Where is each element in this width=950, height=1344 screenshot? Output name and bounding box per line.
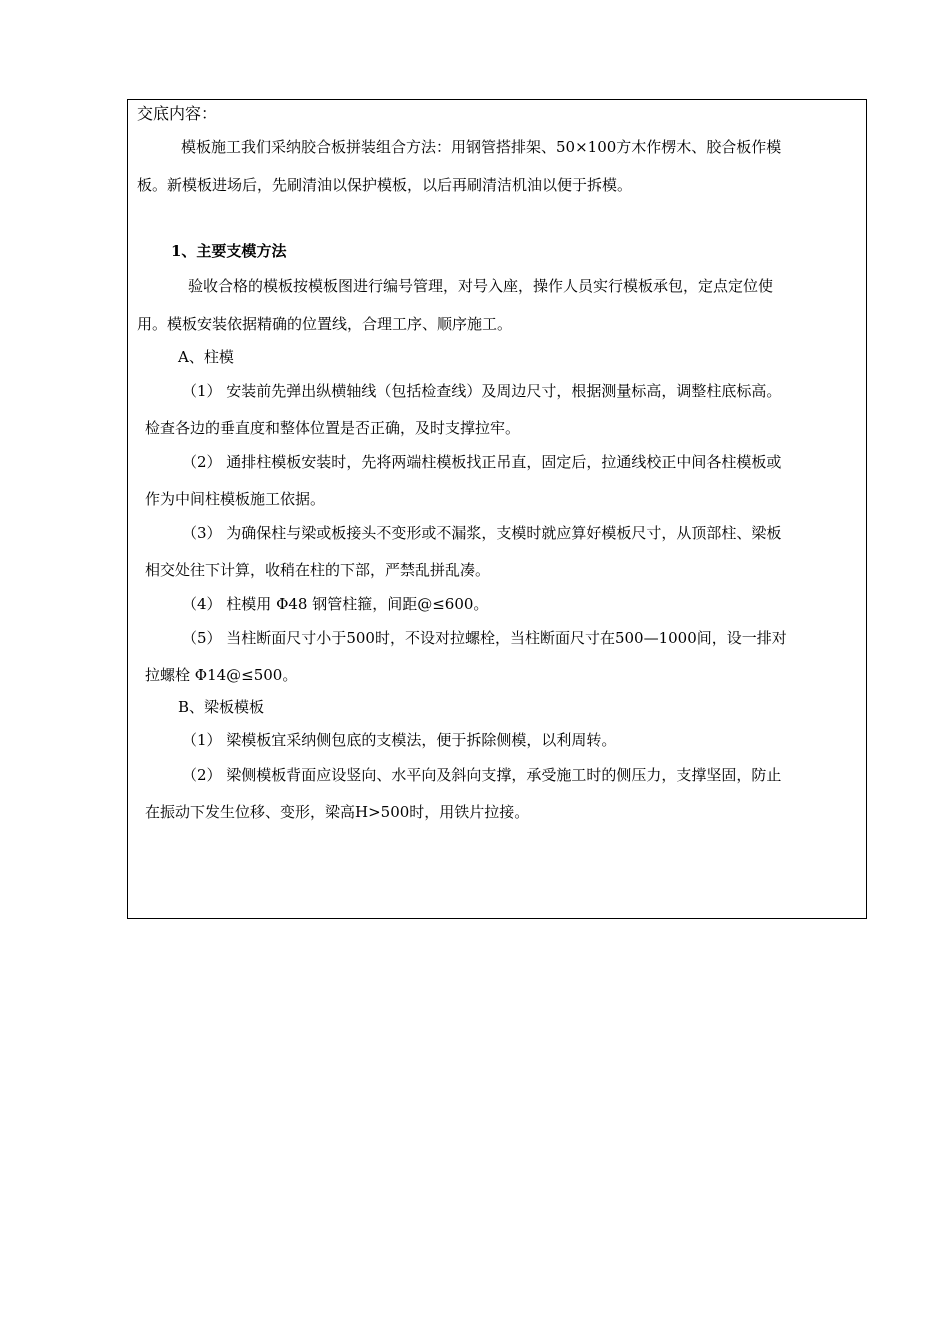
- intro-line-2: 板。新模板进场后，先刷清油以保护模板，以后再刷清洁机油以便于拆模。: [137, 176, 633, 194]
- column-item-5-line-2: 拉螺栓 Φ14@≤500。: [145, 666, 298, 684]
- content-table-frame: [127, 99, 867, 919]
- column-item-3-line-1: （3） 为确保柱与梁或板接头不变形或不漏浆，支模时就应算好模板尺寸，从顶部柱、梁板: [182, 524, 782, 542]
- column-item-1-line-2: 检查各边的垂直度和整体位置是否正确，及时支撑拉牢。: [145, 419, 521, 437]
- intro-line-1: 模板施工我们采纳胶合板拼装组合方法：用钢管搭排架、50×100方木作楞木、胶合板作模: [181, 138, 782, 156]
- beam-item-2-line-2: 在振动下发生位移、变形，梁高H>500时，用铁片拉接。: [145, 803, 530, 821]
- beam-item-1-line-1: （1） 梁模板宜采纳侧包底的支模法，便于拆除侧模，以利周转。: [182, 731, 617, 749]
- column-item-5-line-1: （5） 当柱断面尺寸小于500时，不设对拉螺栓，当柱断面尺寸在500—1000间，设一排对: [182, 629, 787, 647]
- section-1-title: 1、主要支模方法: [171, 242, 287, 260]
- column-item-3-line-2: 相交处往下计算，收稍在柱的下部，严禁乱拼乱凑。: [145, 561, 491, 579]
- column-item-4-line-1: （4） 柱模用 Φ48 钢管柱箍，间距@≤600。: [182, 595, 489, 613]
- section-1-para-line-2: 用。模板安装依据精确的位置线，合理工序、顺序施工。: [137, 315, 513, 333]
- column-item-2-line-2: 作为中间柱模板施工依据。: [145, 490, 326, 508]
- beam-formwork-title: B、梁板模板: [178, 698, 265, 716]
- header-label: 交底内容：: [137, 104, 218, 123]
- beam-item-2-line-1: （2） 梁侧模板背面应设竖向、水平向及斜向支撑，承受施工时的侧压力，支撑坚固，防止: [182, 766, 782, 784]
- column-formwork-title: A、柱模: [178, 348, 234, 366]
- column-item-2-line-1: （2） 通排柱模板安装时，先将两端柱模板找正吊直，固定后，拉通线校正中间各柱模板或: [182, 453, 782, 471]
- column-item-1-line-1: （1） 安装前先弹出纵横轴线（包括检查线）及周边尺寸，根据测量标高，调整柱底标高。: [182, 382, 782, 400]
- section-1-para-line-1: 验收合格的模板按模板图进行编号管理，对号入座，操作人员实行模板承包，定点定位使: [188, 277, 774, 295]
